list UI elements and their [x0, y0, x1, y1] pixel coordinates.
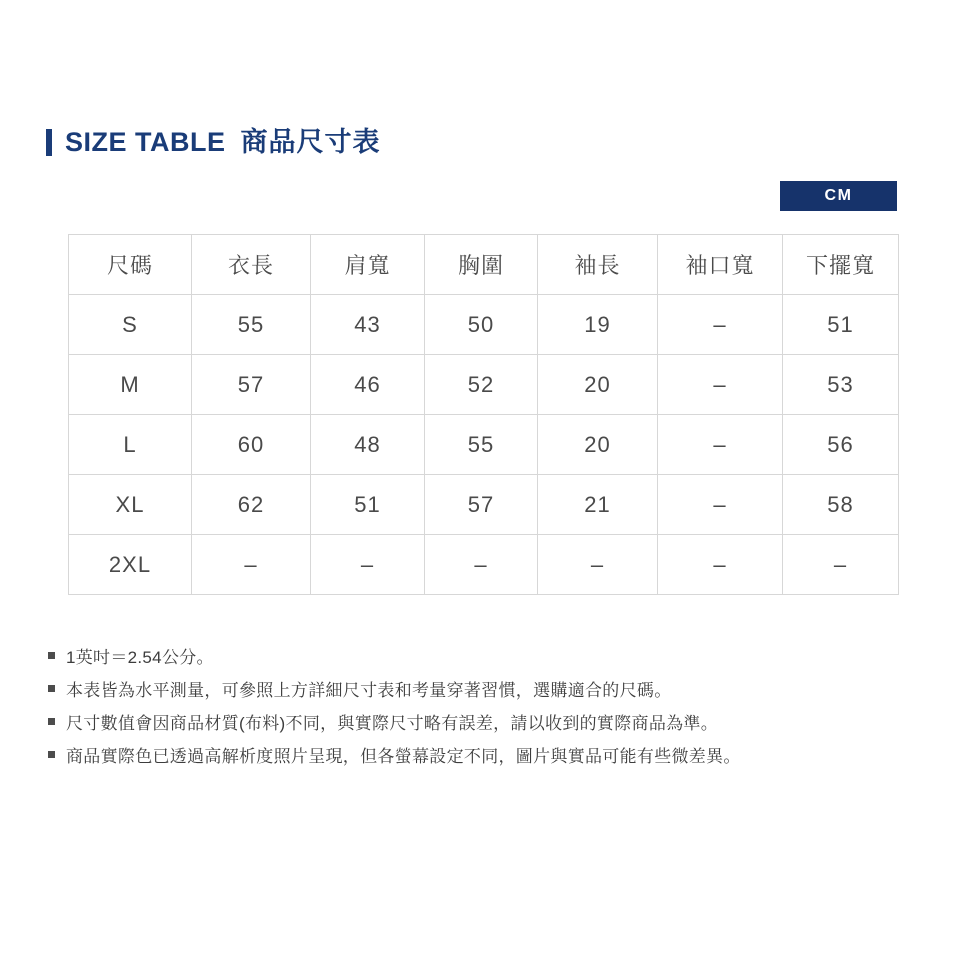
table-cell: 55 [425, 415, 538, 475]
note-text: 1英吋＝2.54公分。 [66, 648, 214, 667]
table-cell: – [658, 475, 783, 535]
table-row-xl [69, 475, 899, 535]
table-cell: – [658, 355, 783, 415]
table-cell: – [658, 295, 783, 355]
size-label: L [69, 415, 192, 475]
table-cell: 52 [425, 355, 538, 415]
table-cell: 55 [192, 295, 311, 355]
table-cell: 46 [311, 355, 425, 415]
table-cell: 43 [311, 295, 425, 355]
table-cell: 51 [783, 295, 899, 355]
table-row-m [69, 355, 899, 415]
size-table-header-row [69, 235, 899, 295]
table-cell: – [311, 535, 425, 595]
page-title-en: SIZE TABLE [65, 127, 226, 157]
table-cell: 20 [538, 355, 658, 415]
table-row-s [69, 295, 899, 355]
table-cell: 21 [538, 475, 658, 535]
table-cell: 57 [425, 475, 538, 535]
note-item [48, 672, 741, 705]
table-cell: – [658, 535, 783, 595]
size-label: M [69, 355, 192, 415]
note-text: 本表皆為水平測量，可參照上方詳細尺寸表和考量穿著習慣，選購適合的尺碼。 [66, 681, 672, 700]
square-bullet-icon [48, 718, 55, 725]
column-header-cuff-width: 袖口寬 [658, 235, 783, 295]
table-cell: 58 [783, 475, 899, 535]
size-label: S [69, 295, 192, 355]
column-header-hem-width: 下擺寬 [783, 235, 899, 295]
table-cell: – [425, 535, 538, 595]
table-row-l [69, 415, 899, 475]
note-text: 商品實際色已透過高解析度照片呈現，但各螢幕設定不同，圖片與實品可能有些微差異。 [66, 747, 741, 766]
size-label: XL [69, 475, 192, 535]
section-header [46, 127, 381, 158]
page-title [65, 127, 381, 158]
table-cell: – [538, 535, 658, 595]
column-header-body-length: 衣長 [192, 235, 311, 295]
note-text: 尺寸數值會因商品材質(布料)不同，與實際尺寸略有誤差，請以收到的實際商品為準。 [66, 714, 719, 733]
column-header-sleeve-length: 袖長 [538, 235, 658, 295]
table-cell: 51 [311, 475, 425, 535]
size-table [68, 234, 899, 595]
table-cell: 56 [783, 415, 899, 475]
table-cell: 53 [783, 355, 899, 415]
table-cell: 20 [538, 415, 658, 475]
table-cell: 60 [192, 415, 311, 475]
square-bullet-icon [48, 751, 55, 758]
title-accent-bar [46, 129, 52, 156]
size-label: 2XL [69, 535, 192, 595]
table-cell: – [192, 535, 311, 595]
note-item [48, 639, 741, 672]
table-cell: 48 [311, 415, 425, 475]
table-cell: 19 [538, 295, 658, 355]
notes-list [48, 639, 741, 771]
square-bullet-icon [48, 685, 55, 692]
table-cell: 57 [192, 355, 311, 415]
column-header-chest: 胸圍 [425, 235, 538, 295]
table-cell: – [658, 415, 783, 475]
table-row-2xl [69, 535, 899, 595]
unit-badge-cm: CM [780, 181, 897, 211]
column-header-size: 尺碼 [69, 235, 192, 295]
note-item [48, 705, 741, 738]
note-item [48, 738, 741, 771]
square-bullet-icon [48, 652, 55, 659]
column-header-shoulder: 肩寬 [311, 235, 425, 295]
table-cell: 62 [192, 475, 311, 535]
table-cell: – [783, 535, 899, 595]
page-title-zh: 商品尺寸表 [240, 127, 381, 157]
table-cell: 50 [425, 295, 538, 355]
